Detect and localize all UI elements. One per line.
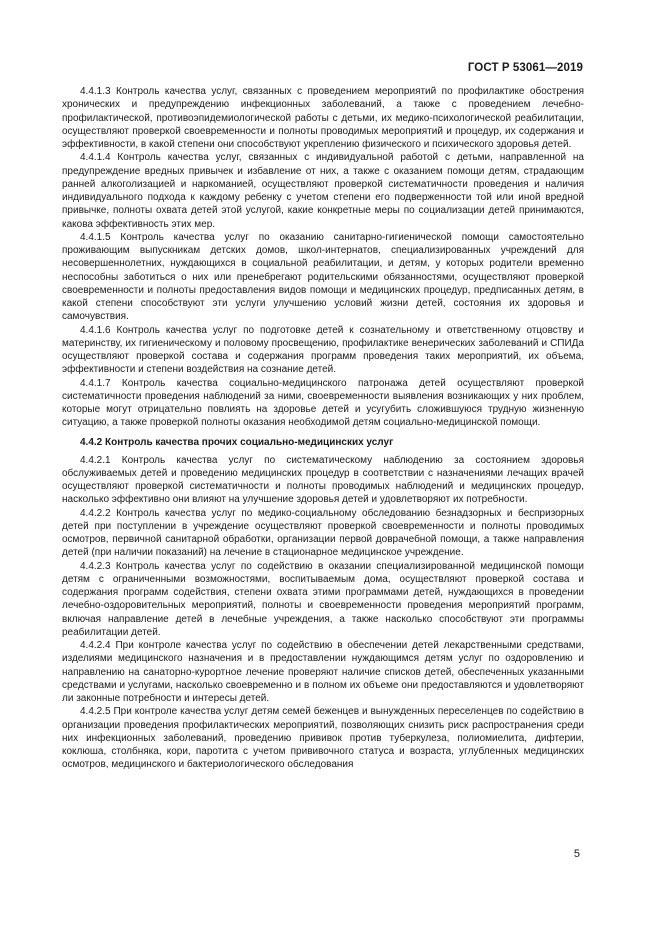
paragraph-4-4-2-4: 4.4.2.4 При контроле качества услуг по содействию в обеспечении детей лекарственными средствами, изделиями медицинского назначения и в предоставлении нуждающимся детям услуг по оздоровлению и направлению на санаторно-курортное лечение проверяют наличие списков детей, обеспеченных указанными средствами и услугами, насколько своевременно и в полном их объеме они предоставляются и удовлетворяют ли законные потребности и интересы детей.	[62, 640, 584, 704]
page-number: 5	[573, 848, 580, 860]
paragraph-4-4-1-5: 4.4.1.5 Контроль качества услуг по оказанию санитарно-гигиенической помощи самостоятельно проживающим выпускникам детских домов, школ-интернатов, специализированных учреждений для несовершеннолетних, нуждающихся в социальной реабилитации, и детям, у которых родители временно неспособны заботиться о них или пренебрегают родительскими обязанностями, осуществляют проверкой своевременности и полноты предоставления видов помощи и медицинских процедур, предписанных детям, в какой степени способствуют эти услуги улучшению условий жизни детей, состояния их здоровья и самочувствия.	[62, 231, 584, 323]
paragraph-4-4-1-4: 4.4.1.4 Контроль качества услуг, связанных с индивидуальной работой с детьми, направленной на предупреждение вредных привычек и избавление от них, а также с оказанием помощи детям, страдающим ранней алкоголизацией и наркоманией, осуществляют проверкой систематичности проведения и наличия индивидуального подхода к каждому ребенку с учетом степени его подверженности той или иной вредной привычке, полноты охвата детей этой услугой, какие конкретные меры по социализации детей принимаются, какова эффективность этих мер.	[62, 152, 584, 230]
paragraph-4-4-2-1: 4.4.2.1 Контроль качества услуг по систематическому наблюдению за состоянием здоровья обслуживаемых детей и проведению медицинских процедур в соответствии с назначениями лечащих врачей осуществляют проверкой систематичности и полноты проводимых наблюдений и медицинских процедур, насколько эффективно они влияют на улучшение здоровья детей и удовлетворяют их потребности.	[62, 454, 584, 506]
paragraph-4-4-1-7: 4.4.1.7 Контроль качества социально-медицинского патронажа детей осуществляют проверкой систематичности проведения наблюдений за ними, своевременности выявления возникающих у них проблем, которые могут отрицательно повлиять на здоровье детей и усугубить сложившуюся трудную жизненную ситуацию, а также проверкой полноты оказания необходимой детям социально-медицинской помощи.	[62, 377, 584, 429]
paragraph-4-4-1-6: 4.4.1.6 Контроль качества услуг по подготовке детей к сознательному и ответственному отцовству и материнству, их гигиеническому и половому просвещению, профилактике венерических заболеваний и СПИДа осуществляют проверкой состава и содержания программ проведения таких мероприятий, их объема, эффективности и степени воздействия на сознание детей.	[62, 324, 584, 376]
paragraph-4-4-2-3: 4.4.2.3 Контроль качества услуг по содействию в оказании специализированной медицинской помощи детям с ограниченными возможностями, воспитываемым дома, осуществляют проверкой состава и содержания программ содействия, степени охвата этими программами детей, нуждающихся в проведении лечебно-оздоровительных мероприятий, полноты и своевременности проведения мероприятий программ, включая направление детей в лечебные учреждения, а также насколько способствуют эти программы реабилитации детей.	[62, 560, 584, 638]
paragraph-4-4-2-2: 4.4.2.2 Контроль качества услуг по медико-социальному обследованию безнадзорных и беспризорных детей при поступлении в учреждение осуществляют проверкой своевременности и полноты проводимых осмотров, первичной санитарной обработки, организации первой доврачебной помощи, а также направления детей (при наличии показаний) на лечение в стационарное медицинское учреждение.	[62, 507, 584, 559]
document-body	[62, 85, 584, 772]
paragraph-4-4-2-5: 4.4.2.5 При контроле качества услуг детям семей беженцев и вынужденных переселенцев по содействию в организации проведения профилактических мероприятий, позволяющих снизить риск распространения среди них инфекционных заболеваний, проведению прививок против туберкулеза, полиомиелита, дифтерии, коклюша, столбняка, кори, паротита с учетом прививочного статуса и возраста, углубленных медицинских осмотров, медицинского и бактериологического обследования	[62, 706, 584, 771]
section-heading-4-4-2: 4.4.2 Контроль качества прочих социально-медицинских услуг	[80, 436, 394, 448]
standard-code-header: ГОСТ Р 53061—2019	[467, 62, 583, 74]
paragraph-4-4-1-3: 4.4.1.3 Контроль качества услуг, связанных с проведением мероприятий по профилактике обострения хронических и предупреждению инфекционных заболеваний, а также с проведением лечебно-профилактической, противоэпидемиологической работы с детьми, их медико-психологической реабилитации, осуществляют проверкой своевременности и полноты проводимых мероприятий и процедур, их содержания и эффективности, в какой степени они способствуют укреплению физического и психического здоровья детей.	[62, 86, 584, 150]
